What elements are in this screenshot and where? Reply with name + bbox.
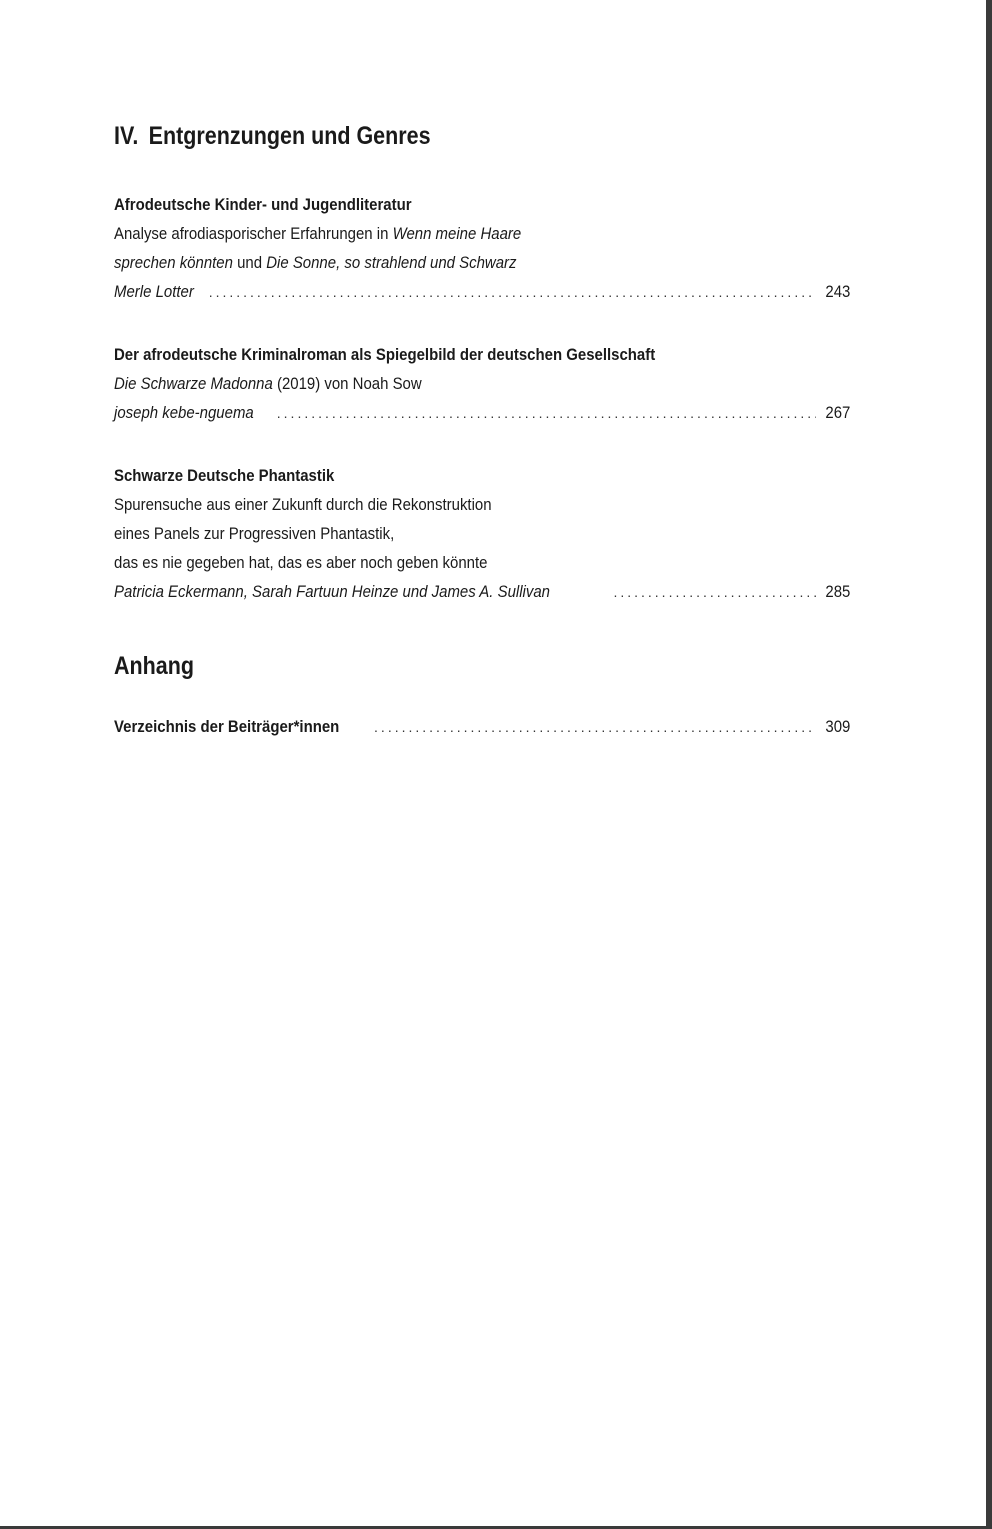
subtitle-work-title: Die Sonne, so strahlend und Schwarz: [266, 253, 517, 272]
entry-subtitle: Spurensuche aus einer Zukunft durch die Rekonstruktion: [114, 495, 492, 514]
section-heading: [114, 118, 747, 154]
subtitle-text: Analyse afrodiasporischer Erfahrungen in: [114, 224, 393, 243]
author-line: [114, 577, 850, 606]
toc-entry: [114, 190, 850, 306]
toc-entry: [114, 712, 850, 741]
appendix-entry-line: [114, 712, 850, 741]
page-number: 309: [825, 717, 850, 736]
entry-author: Patricia Eckermann, Sarah Fartuun Heinze und James A. Sullivan: [114, 582, 550, 601]
entry-subtitle: [114, 219, 762, 248]
entry-subtitle: eines Panels zur Progressiven Phantastik,: [114, 524, 395, 543]
section-title: Entgrenzungen und Genres: [148, 122, 431, 150]
page-number: 267: [825, 403, 850, 422]
entry-subtitle: [114, 369, 762, 398]
subtitle-work-title: sprechen könnten: [114, 253, 233, 272]
author-line: [114, 277, 850, 306]
dot-leader: [613, 578, 815, 607]
toc-entry: [114, 340, 850, 427]
entry-title: Afrodeutsche Kinder- und Jugendliteratur: [114, 195, 412, 214]
subtitle-text: (2019) von Noah Sow: [272, 374, 422, 393]
entry-title: Der afrodeutsche Kriminalroman als Spiegelbild der deutschen Gesellschaft: [114, 345, 656, 364]
entry-subtitle: [114, 248, 762, 277]
subtitle-work-title: Die Schwarze Madonna: [114, 374, 273, 393]
section-number: IV.: [114, 122, 139, 150]
page-number: 285: [825, 582, 850, 601]
appendix-heading: Anhang: [114, 652, 195, 680]
entry-author: joseph kebe-nguema: [114, 403, 254, 422]
entry-subtitle: das es nie gegeben hat, das es aber noch geben könnte: [114, 553, 488, 572]
dot-leader: [209, 278, 816, 307]
subtitle-work-title: Wenn meine Haare: [392, 224, 522, 243]
dot-leader: [277, 399, 816, 428]
entry-author: Merle Lotter: [114, 282, 194, 301]
subtitle-text: und: [232, 253, 267, 272]
entry-title: Verzeichnis der Beiträger*innen: [114, 717, 340, 736]
table-of-contents: [114, 118, 850, 741]
toc-entry: [114, 461, 850, 606]
author-line: [114, 398, 850, 427]
dot-leader: [374, 713, 816, 742]
page-number: 243: [825, 282, 850, 301]
entry-title: Schwarze Deutsche Phantastik: [114, 466, 335, 485]
